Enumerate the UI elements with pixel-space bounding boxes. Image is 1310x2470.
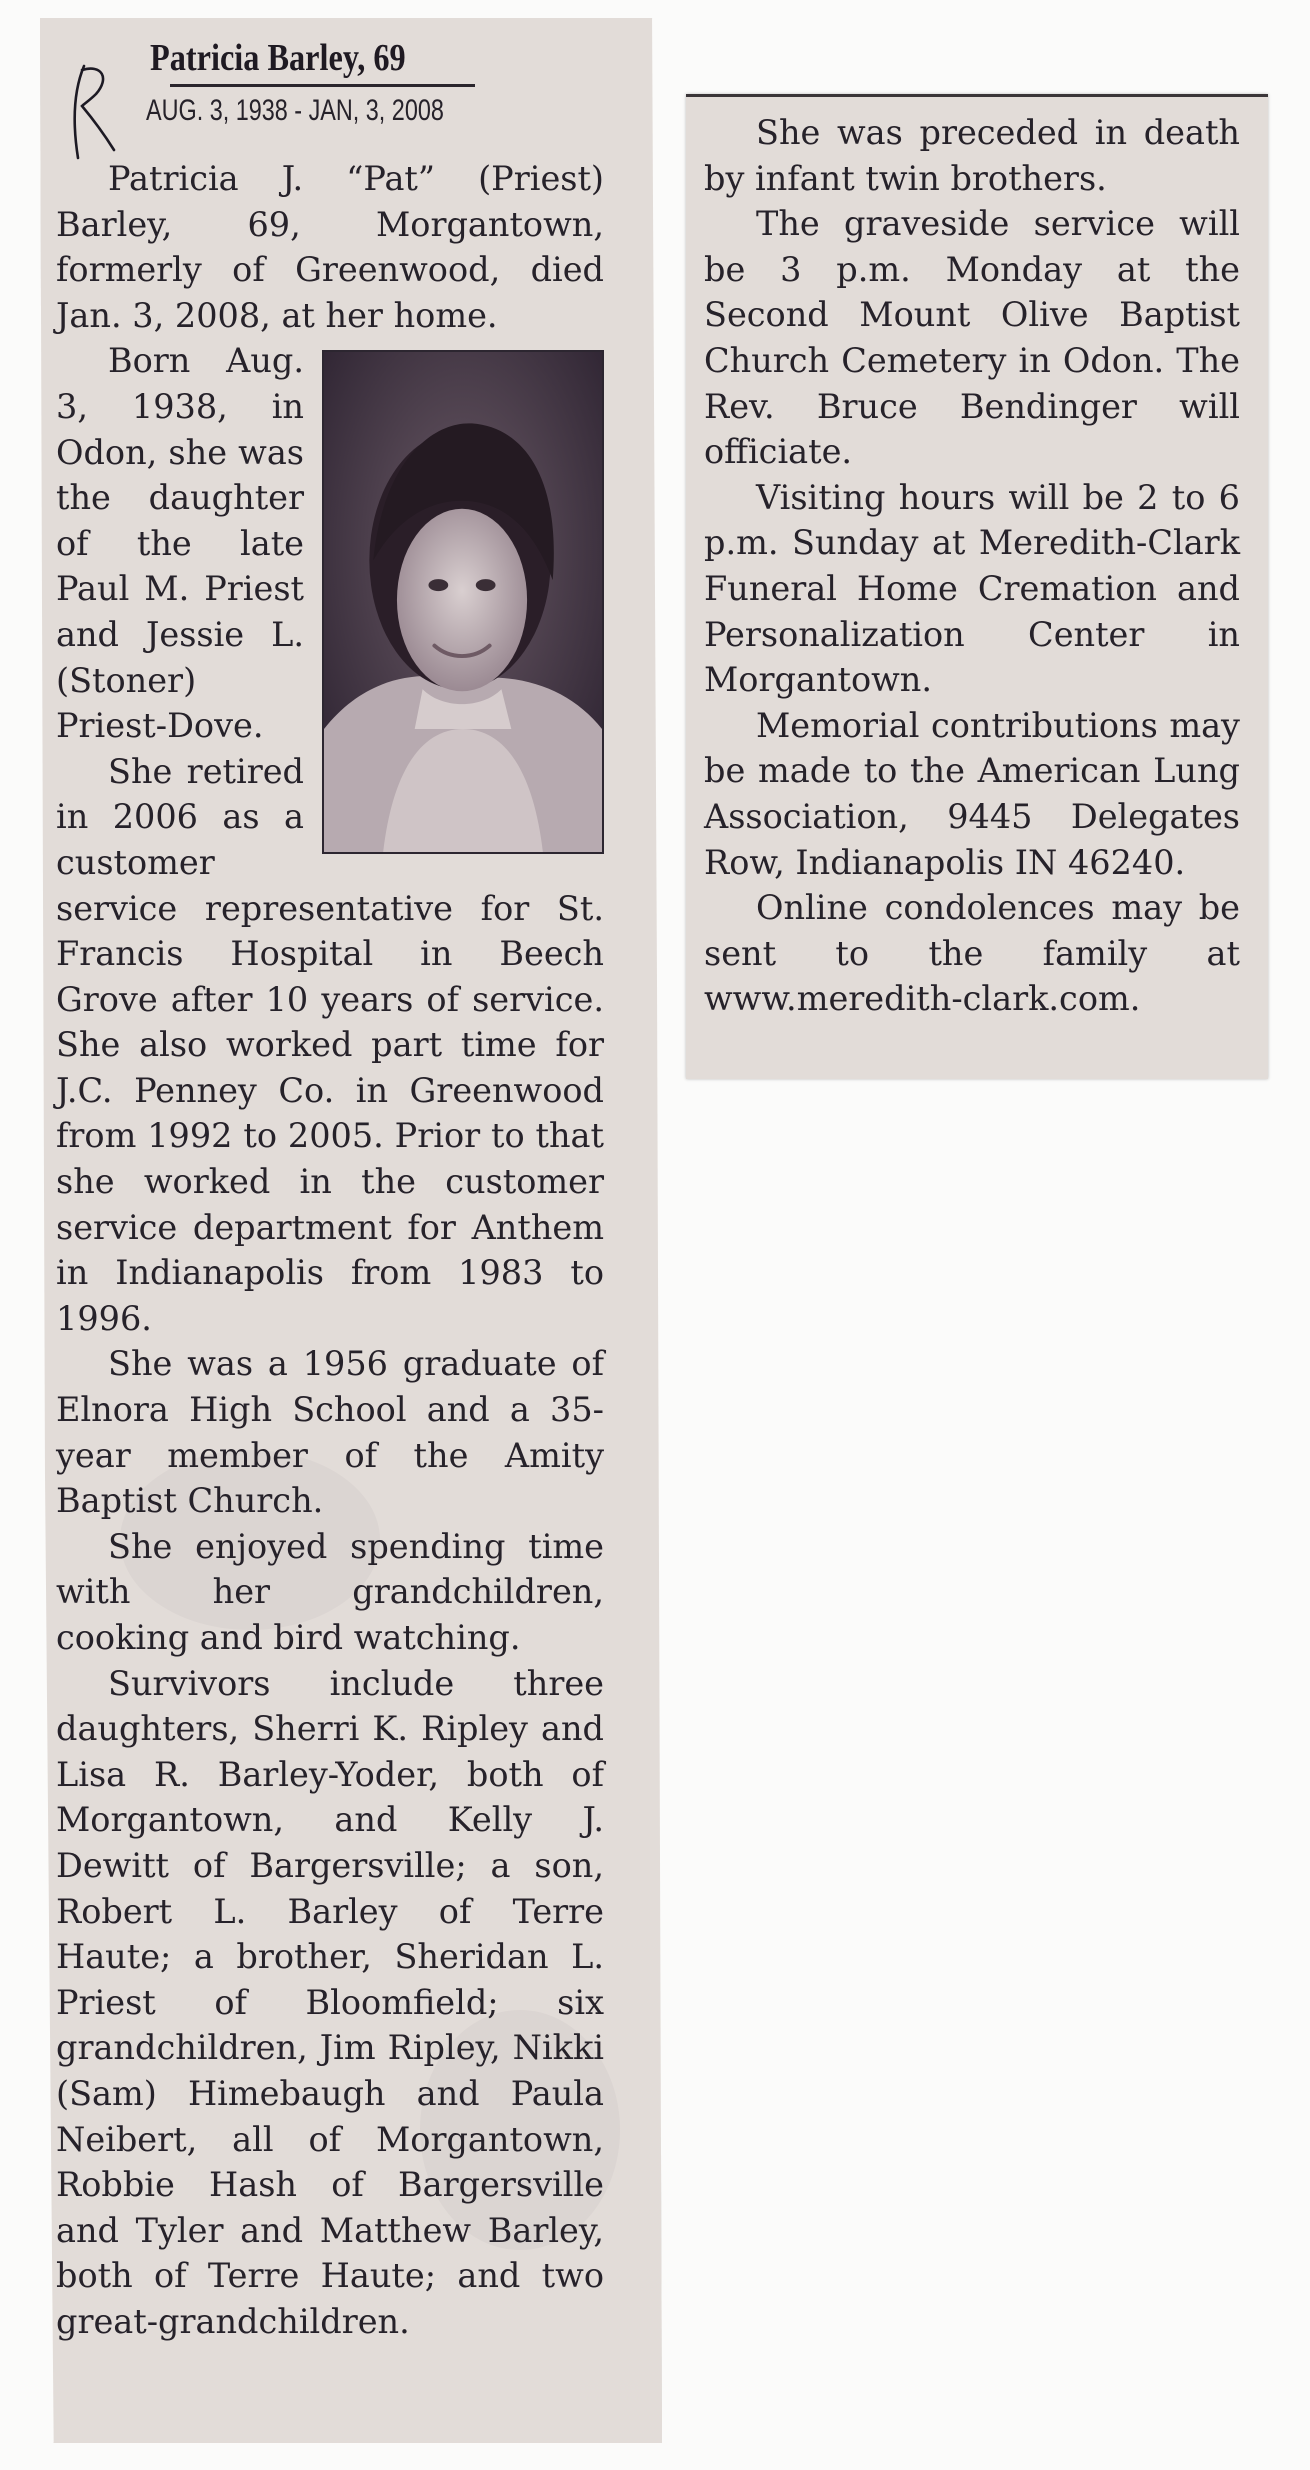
handwritten-r-mark [66, 60, 118, 164]
paragraph-condolences: Online condolences may be sent to the family at www.meredith-clark.com. [704, 888, 1240, 1019]
paragraph-birth: Born Aug. 3, 1938, in Odon, she was the daughter of the late Paul M. Priest and Jessie L. (Stoner) Priest-Dove. [56, 341, 304, 746]
left-column [56, 156, 604, 2345]
obituary-dates: AUG. 3, 1938 - JAN, 3, 2008 [146, 94, 444, 127]
paragraph-visiting: Visiting hours will be 2 to 6 p.m. Sunday at Meredith-Clark Funeral Home Cremation and Personalization Center in Morgantown. [704, 477, 1240, 700]
paragraph-memorial: Memorial contributions may be made to the American Lung Association, 9445 Delegates Row, Indianapolis IN 46240. [704, 705, 1240, 882]
paragraph-intro: Patricia J. “Pat” (Priest) Barley, 69, Morgantown, formerly of Greenwood, died Jan. 3, 2008, at her home. [56, 159, 604, 335]
portrait-illustration [324, 352, 602, 852]
paragraph-education: She was a 1956 graduate of Elnora High School and a 35-year member of the Amity Baptist Church. [56, 1344, 604, 1521]
paragraph-hobbies: She enjoyed spending time with her grandchildren, cooking and bird watching. [56, 1526, 604, 1657]
right-column [704, 110, 1240, 1022]
obituary-headline: Patricia Barley, 69 [150, 37, 406, 79]
portrait-photo [322, 350, 604, 854]
paragraph-career: She retired in 2006 as a customer service representative for St. Francis Hospital in Beech Grove after 10 years of service. She also worked part time for J.C. Penney Co. in Greenwood from 1992 to 2005. Prior to that she worked in the customer service department for Anthem in Indianapolis from 1983 to 1996. [56, 751, 604, 1338]
paragraph-preceded: She was preceded in death by infant twin brothers. [704, 113, 1240, 198]
paragraph-survivors: Survivors include three daughters, Sherri K. Ripley and Lisa R. Barley-Yoder, both of Morgantown, and Kelly J. Dewitt of Bargersville; a son, Robert L. Barley of Terre Haute; a brother, Sheridan L. Priest of Bloomfield; six grandchildren, Jim Ripley, Nikki (Sam) Himebaugh and Paula Neibert, all of Morgantown, Robbie Hash of Bargersville and Tyler and Matthew Barley, both of Terre Haute; and two great-grandchildren. [56, 1663, 604, 2341]
headline-underline [170, 84, 475, 87]
paragraph-service: The graveside service will be 3 p.m. Monday at the Second Mount Olive Baptist Church Cemetery in Odon. The Rev. Bruce Bendinger will officiate. [704, 204, 1240, 472]
